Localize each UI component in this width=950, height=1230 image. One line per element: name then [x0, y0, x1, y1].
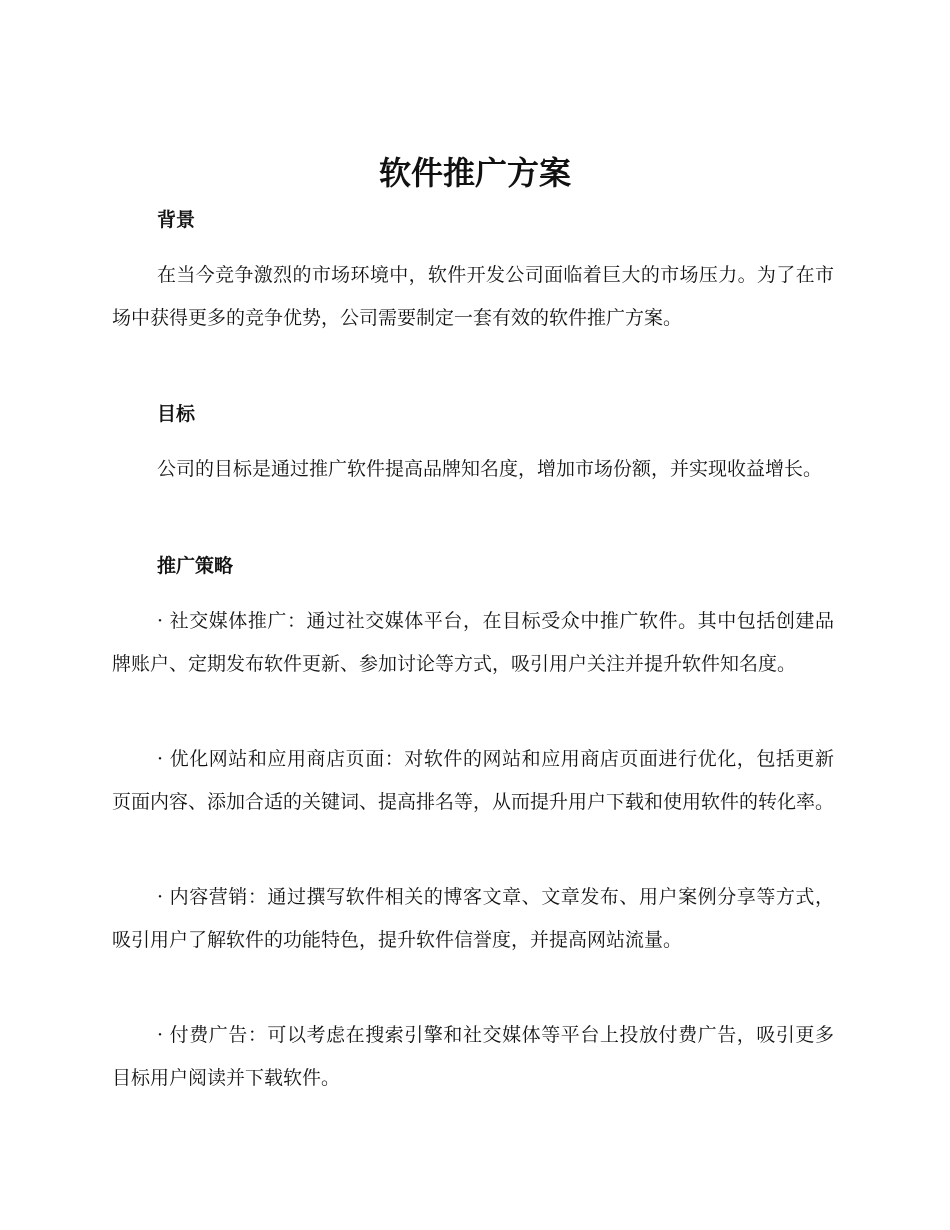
strategy-item-website-optimization: · 优化网站和应用商店页面：对软件的网站和应用商店页面进行优化，包括更新页面内容、添加合适的关键词、提高排名等，从而提升用户下载和使用软件的转化率。: [112, 748, 835, 813]
document-title: 软件推广方案: [378, 154, 571, 192]
strategy-item-paid-ads: · 付费广告：可以考虑在搜索引擎和社交媒体等平台上投放付费广告，吸引更多目标用户阅读并下载软件。: [112, 1024, 834, 1089]
paragraph-goal: 公司的目标是通过推广软件提高品牌知名度，增加市场份额，并实现收益增长。: [157, 458, 823, 480]
paragraph-background: 在当今竞争激烈的市场环境中，软件开发公司面临着巨大的市场压力。为了在市场中获得更多的竞争优势，公司需要制定一套有效的软件推广方案。: [112, 264, 834, 329]
strategy-item-social-media: · 社交媒体推广：通过社交媒体平台，在目标受众中推广软件。其中包括创建品牌账户、定期发布软件更新、参加讨论等方式，吸引用户关注并提升软件知名度。: [112, 610, 834, 675]
section-heading-goal: 目标: [157, 403, 196, 425]
section-heading-background: 背景: [157, 209, 196, 231]
section-heading-strategy: 推广策略: [157, 555, 234, 577]
strategy-item-content-marketing: · 内容营销：通过撰写软件相关的博客文章、文章发布、用户案例分享等方式，吸引用户了解软件的功能特色，提升软件信誉度，并提高网站流量。: [112, 886, 834, 951]
